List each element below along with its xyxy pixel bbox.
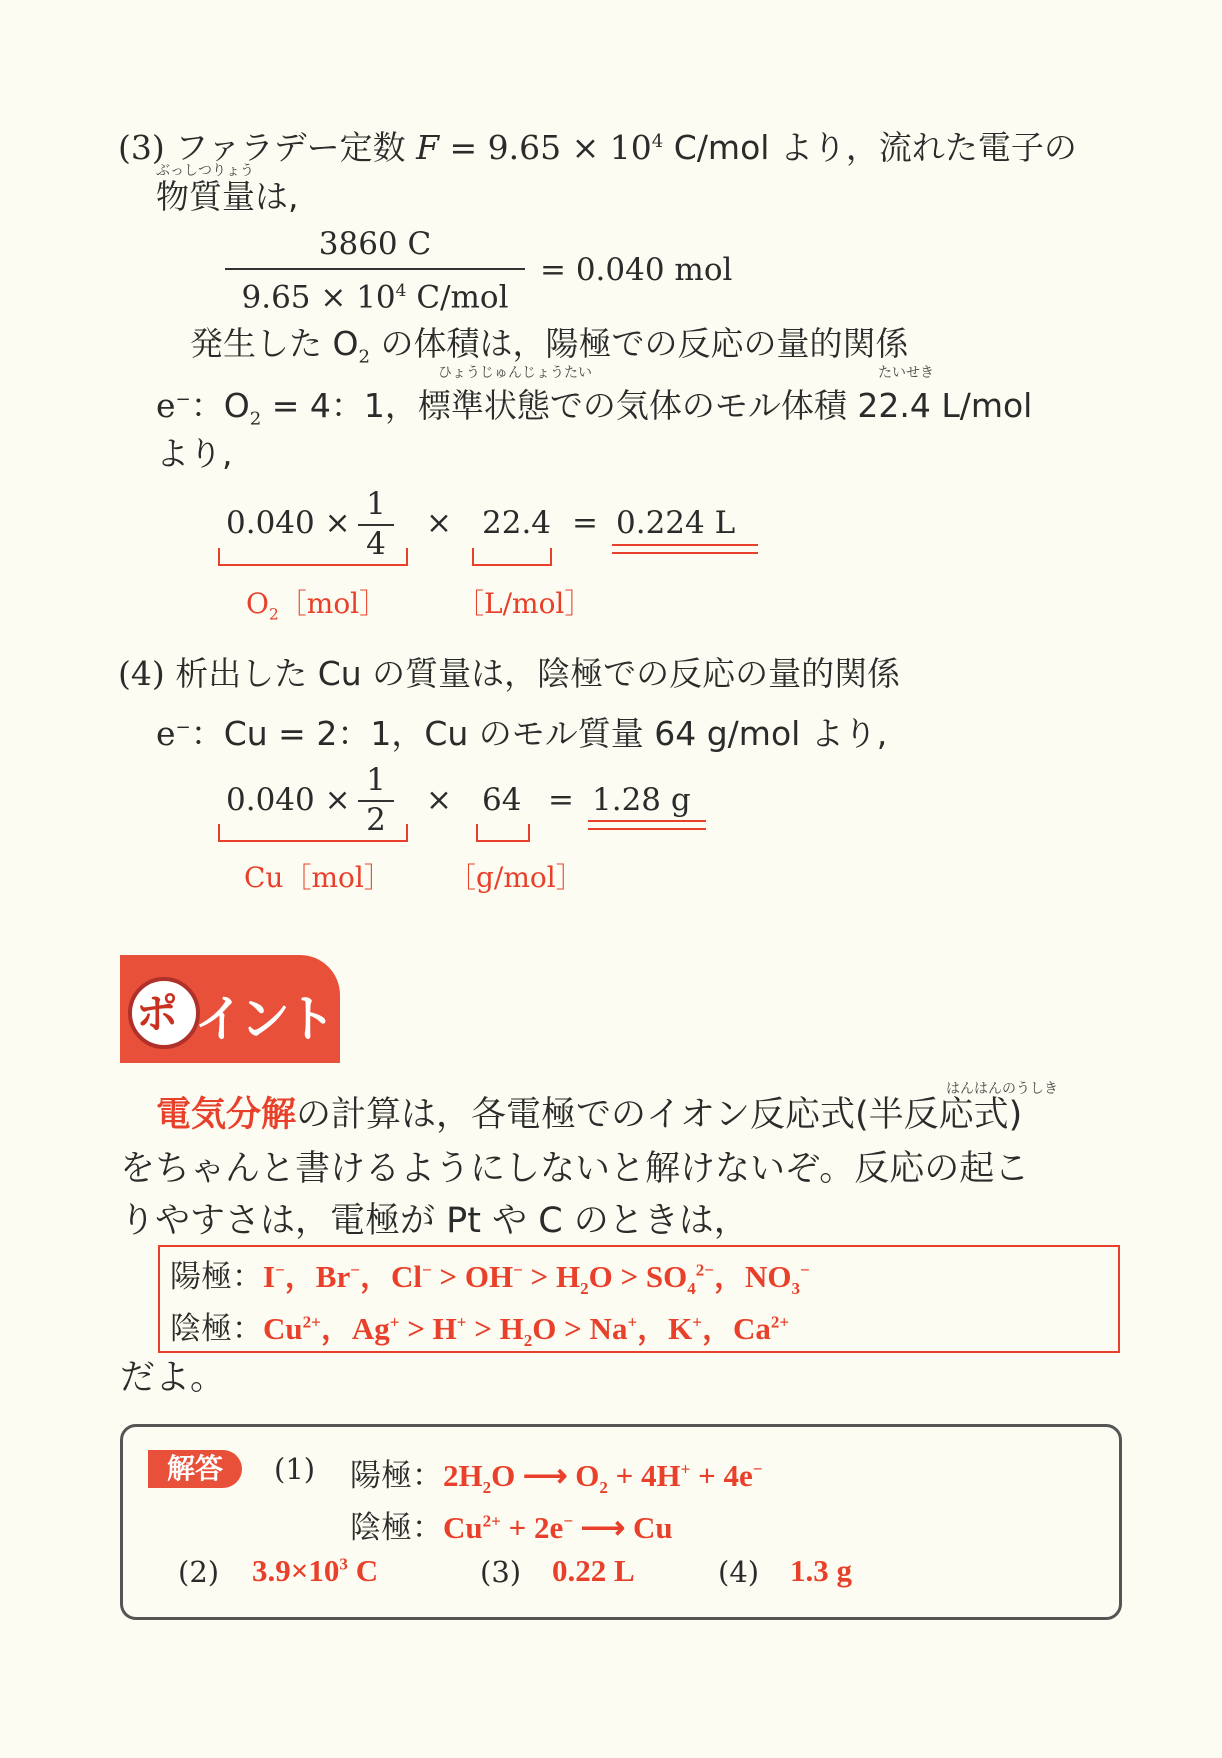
cu-answer-underline — [588, 820, 706, 830]
point-text-line1: 電気分解の計算は，各電極でのイオン反応式(半反応式) — [156, 1095, 1023, 1135]
anode-order: 陽極：I−，Br−，$Cl^- > OH^- > H_2O > SO_4^{2-}$，$NO_3^-$ — [170, 1259, 810, 1299]
q4-line1: (4) 析出した Cu の質量は，陰極での反応の量的関係 — [118, 654, 901, 693]
lmol-label: ［L/mol］ — [456, 587, 593, 620]
answer-1-number: (1) — [274, 1452, 316, 1486]
answer-4-number: (4) — [718, 1555, 760, 1589]
cathode-order: 陰極：$Cu^{2+}$，$Ag^+ > H^+ > H_2O > Na^+$，K+，$Ca^{2+}$ — [170, 1311, 790, 1351]
answer-tag: 解答 — [148, 1450, 242, 1488]
gmol-label: ［g/mol］ — [448, 861, 584, 894]
o2-calc-times: × — [426, 505, 452, 541]
answer-2-value: $3.9\times 10^3$ C — [252, 1553, 379, 1588]
q4-ratio-line: e−：Cu = 2：1，Cu のモル質量 64 g/mol より, — [156, 714, 888, 753]
faraday-fraction: 3860 C $9.65 \times 10^4$ C/mol — [225, 226, 525, 312]
answer-4-value: 1.3 g — [790, 1553, 852, 1588]
faraday-result: = 0.040 mol — [540, 252, 733, 288]
o2-calc-answer: 0.224 L — [616, 505, 736, 541]
answer-1-anode: 陽極：$2H_2O$ ⟶ $O_2 + 4H^+ + 4e^-$ — [350, 1458, 763, 1498]
o2-mol-bracket — [218, 548, 408, 566]
o2-answer-underline — [612, 544, 758, 554]
cu-calc-fraction: 1 2 — [358, 762, 394, 840]
dayo-text: だよ。 — [120, 1358, 226, 1398]
q3-volume-intro: 発生した $O_2$ の体積は，陽極での反応の量的関係 — [190, 324, 909, 368]
ruby-taiseki: たいせき — [878, 365, 934, 381]
q3-line1: (3) ファラデー定数 $F = 9.65 \times 10^4$ C/mol より，流れた電子の — [118, 128, 1077, 167]
point-tag: ポ イント — [120, 955, 340, 1063]
ruby-busshitsuryou: ぶっしつりょう — [156, 163, 254, 179]
q3-line2: 物質量は, — [156, 177, 299, 216]
cu-calc-molar-mass: 64 — [482, 782, 522, 818]
q3-number: (3) — [118, 128, 165, 167]
cu-calc-factor: 0.040 × — [226, 782, 351, 818]
answer-1-cathode: 陰極：$Cu^{2+} + 2e^-$ ⟶ Cu — [350, 1510, 673, 1546]
cu-mol-bracket — [218, 824, 408, 842]
o2-calc-molar-volume: 22.4 — [482, 505, 552, 541]
o2-calc-equals: = — [572, 505, 598, 541]
gmol-bracket — [476, 824, 530, 842]
point-text-line2: をちゃんと書けるようにしないと解けないぞ。反応の起こ — [120, 1149, 1030, 1189]
answer-3-value: 0.22 L — [552, 1553, 635, 1588]
cu-mol-label: Cu［mol］ — [244, 861, 392, 894]
cu-calc-times: × — [426, 782, 452, 818]
ruby-hyoujunjoutai: ひょうじゅんじょうたい — [438, 365, 592, 381]
q3-ratio-line: e−：$O_2 = 4$：1，標準状態での気体のモル体積 22.4 L/mol — [156, 386, 1033, 430]
point-text-line3: りやすさは，電極が Pt や C のときは， — [120, 1201, 749, 1241]
ruby-hanhannoushiki: はんはんのうしき — [946, 1081, 1058, 1097]
o2-calc-factor: 0.040 × — [226, 505, 351, 541]
q4-number: (4) — [118, 654, 165, 693]
o2-mol-label: $O_2[mol]$ — [246, 587, 388, 624]
o2-calc-fraction: 1 4 — [358, 486, 394, 564]
cu-calc-equals: = — [548, 782, 574, 818]
answer-2-number: (2) — [178, 1555, 220, 1589]
lmol-bracket — [472, 548, 552, 566]
answer-3-number: (3) — [480, 1555, 522, 1589]
q3-yori: より, — [156, 434, 233, 473]
cu-calc-answer: 1.28 g — [592, 782, 691, 818]
